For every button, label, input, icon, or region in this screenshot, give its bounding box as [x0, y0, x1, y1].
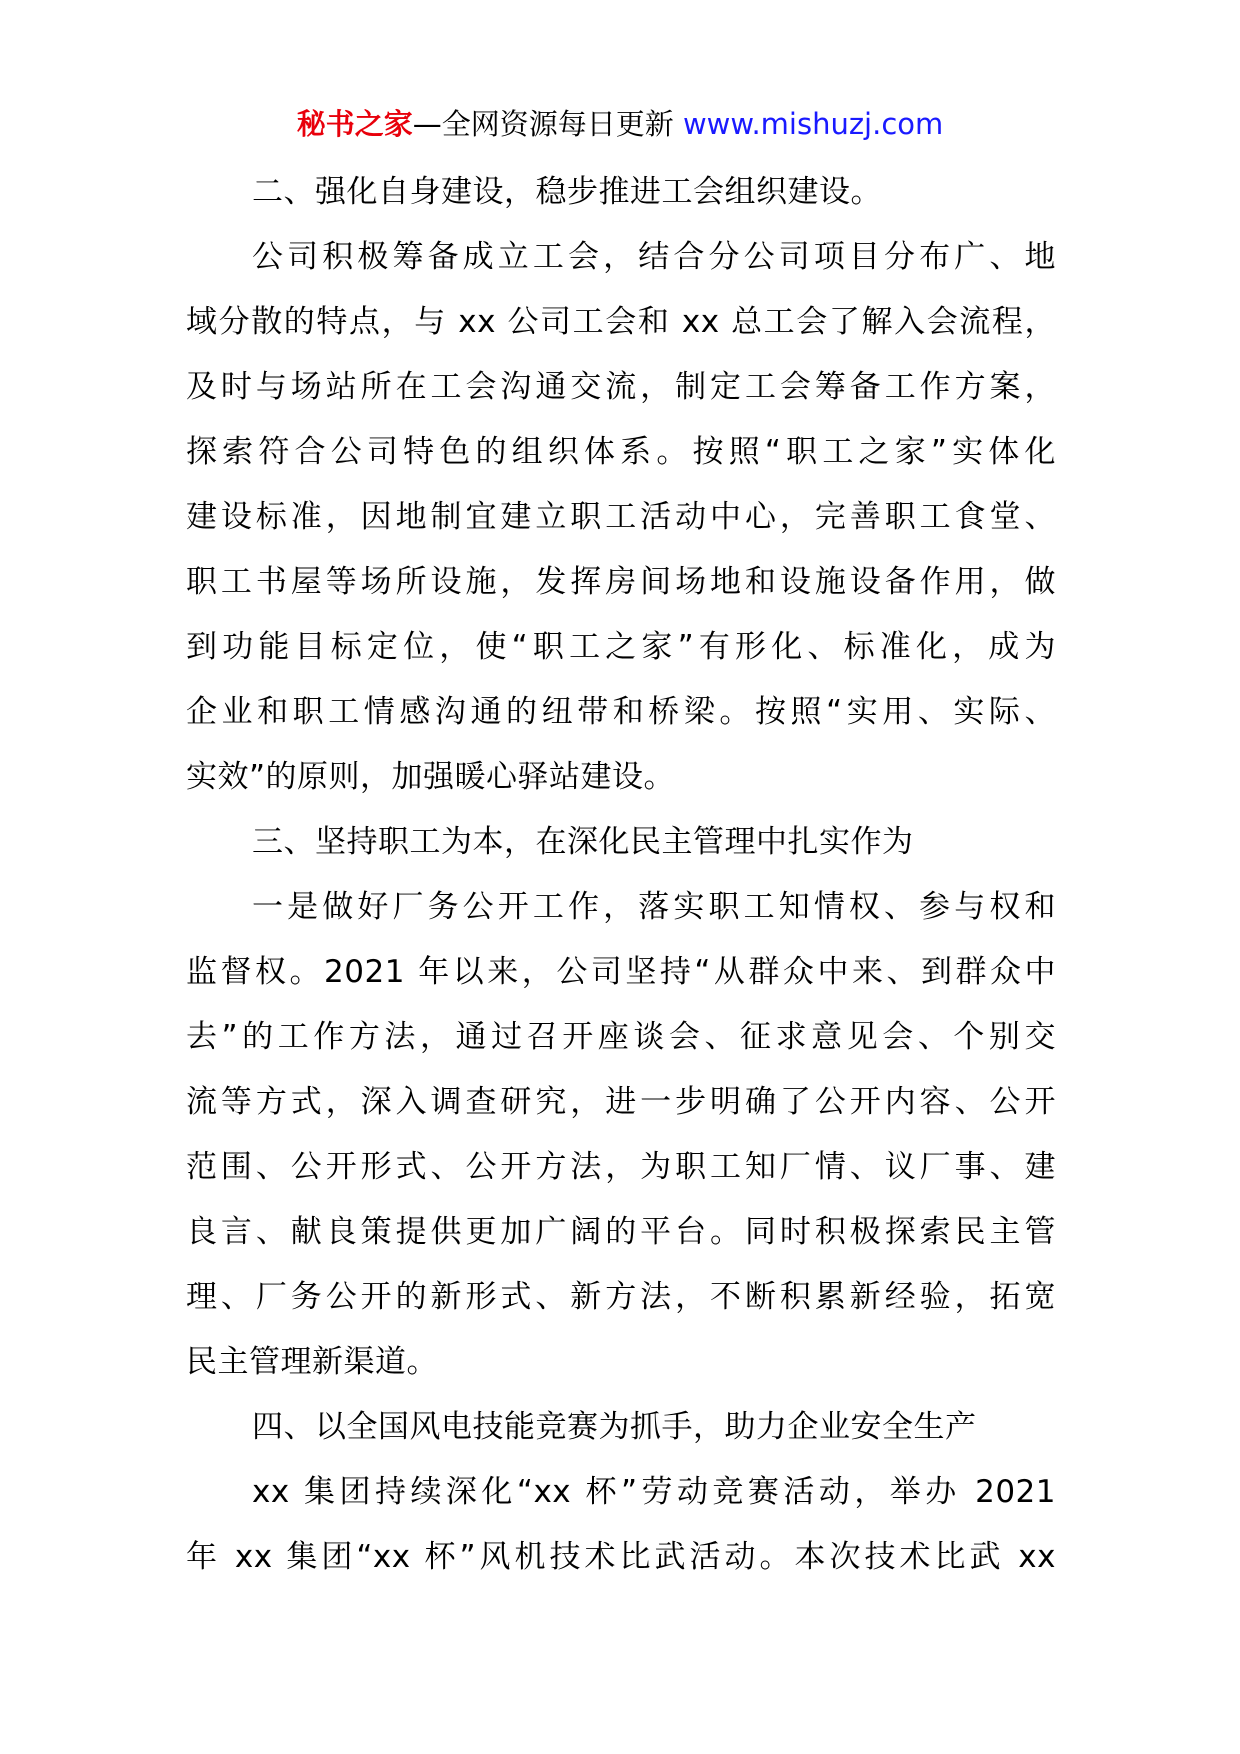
- paragraph-line: 年 xx 集团“xx 杯”风机技术比武活动。本次技术比武 xx: [186, 1539, 1056, 1575]
- section-heading-3: 三、坚持职工为本，在深化民主管理中扎实作为: [252, 824, 914, 860]
- paragraph-line: 去”的工作方法，通过召开座谈会、征求意见会、个别交: [186, 1019, 1056, 1055]
- paragraph-line: 域分散的特点，与 xx 公司工会和 xx 总工会了解入会流程，: [186, 304, 1056, 340]
- section-heading-2: 二、强化自身建设，稳步推进工会组织建设。: [252, 174, 882, 210]
- brand-name: 秘书之家: [296, 107, 413, 141]
- paragraph-line: 及时与场站所在工会沟通交流，制定工会筹备工作方案，: [186, 369, 1056, 405]
- paragraph-line: 公司积极筹备成立工会，结合分公司项目分布广、地: [252, 239, 1056, 275]
- site-url-link[interactable]: www.mishuzj.com: [682, 107, 944, 141]
- header-tagline: —全网资源每日更新: [412, 107, 683, 141]
- document-body: [186, 160, 1056, 1590]
- paragraph-line: 理、厂务公开的新形式、新方法，不断积累新经验，拓宽: [186, 1279, 1056, 1315]
- section-heading-4: 四、以全国风电技能竞赛为抓手，助力企业安全生产: [252, 1409, 977, 1445]
- paragraph-line: 建设标准，因地制宜建立职工活动中心，完善职工食堂、: [186, 499, 1056, 535]
- paragraph-line: 流等方式，深入调查研究，进一步明确了公开内容、公开: [186, 1084, 1056, 1120]
- paragraph-line: xx 集团持续深化“xx 杯”劳动竞赛活动，举办 2021: [252, 1474, 1056, 1510]
- paragraph-line: 到功能目标定位，使“职工之家”有形化、标准化，成为: [186, 629, 1056, 665]
- paragraph-line: 探索符合公司特色的组织体系。按照“职工之家”实体化: [186, 434, 1056, 470]
- paragraph-line: 良言、献良策提供更加广阔的平台。同时积极探索民主管: [186, 1214, 1056, 1250]
- paragraph-line: 监督权。2021 年以来，公司坚持“从群众中来、到群众中: [186, 954, 1056, 990]
- paragraph-line: 企业和职工情感沟通的纽带和桥梁。按照“实用、实际、: [186, 694, 1056, 730]
- site-header: [0, 104, 1240, 144]
- paragraph-line: 范围、公开形式、公开方法，为职工知厂情、议厂事、建: [186, 1149, 1056, 1185]
- paragraph-line: 实效”的原则，加强暖心驿站建设。: [186, 759, 676, 795]
- paragraph-line: 职工书屋等场所设施，发挥房间场地和设施设备作用，做: [186, 564, 1056, 600]
- paragraph-line: 一是做好厂务公开工作，落实职工知情权、参与权和: [252, 889, 1056, 925]
- paragraph-line: 民主管理新渠道。: [186, 1344, 438, 1380]
